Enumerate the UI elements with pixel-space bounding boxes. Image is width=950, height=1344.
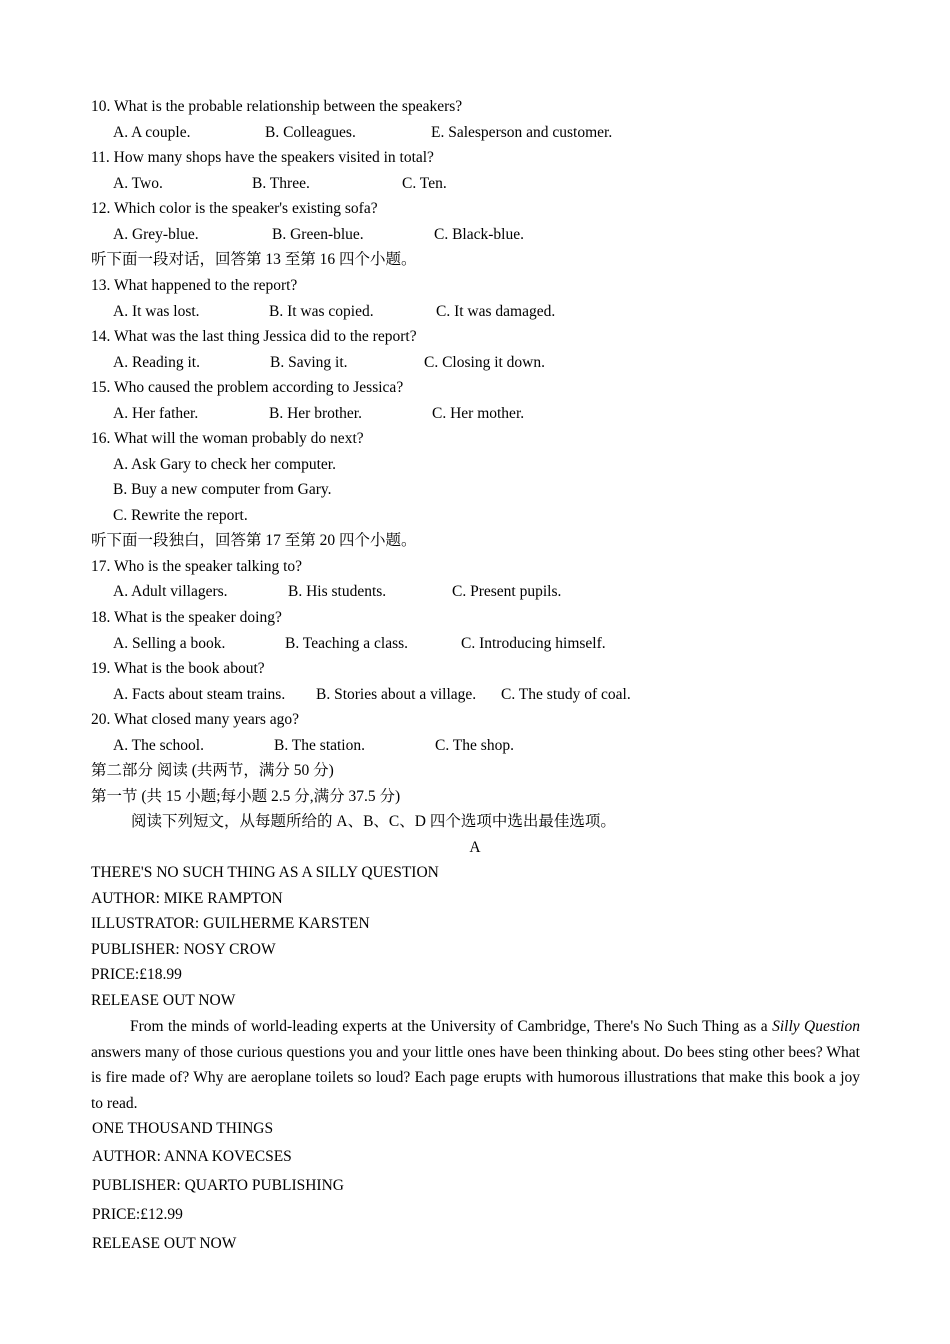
q16-option-b: B. Buy a new computer from Gary. xyxy=(113,481,332,498)
book2-price: PRICE:£12.99 xyxy=(92,1206,183,1223)
q15-option-a: A. Her father. xyxy=(113,405,199,422)
book1-release: RELEASE OUT NOW xyxy=(91,992,236,1009)
question-13: 13. What happened to the report? xyxy=(91,277,298,294)
q20-option-b: B. The station. xyxy=(274,737,365,754)
q16-option-c: C. Rewrite the report. xyxy=(113,507,248,524)
book1-description xyxy=(91,1014,860,1116)
passage-label: A xyxy=(469,839,481,856)
q19-option-c: C. The study of coal. xyxy=(501,686,631,703)
book1-desc-italic: Silly Question xyxy=(772,1018,860,1035)
q10-option-b: B. Colleagues. xyxy=(265,124,356,141)
q13-option-b: B. It was copied. xyxy=(269,303,374,320)
book2-author: AUTHOR: ANNA KOVECSES xyxy=(92,1148,292,1165)
q17-option-b: B. His students. xyxy=(288,583,387,600)
book1-desc-part1: From the minds of world-leading experts at the University of Cambridge, There's No Such Thing as a xyxy=(130,1018,773,1035)
q15-option-b: B. Her brother. xyxy=(269,405,362,422)
question-16: 16. What will the woman probably do next? xyxy=(91,430,364,447)
book1-title: THERE'S NO SUCH THING AS A SILLY QUESTION xyxy=(91,864,439,881)
question-12: 12. Which color is the speaker's existing sofa? xyxy=(91,200,378,217)
section-one-title: 第一节 (共 15 小题;每小题 2.5 分,满分 37.5 分) xyxy=(91,788,401,805)
q18-option-a: A. Selling a book. xyxy=(113,635,226,652)
part-two-title: 第二部分 阅读 (共两节，满分 50 分) xyxy=(91,762,334,779)
question-17: 17. Who is the speaker talking to? xyxy=(91,558,303,575)
q12-option-a: A. Grey-blue. xyxy=(113,226,199,243)
q12-option-c: C. Black-blue. xyxy=(434,226,524,243)
q18-option-b: B. Teaching a class. xyxy=(285,635,409,652)
book1-price: PRICE:£18.99 xyxy=(91,966,182,983)
q13-option-a: A. It was lost. xyxy=(113,303,200,320)
q11-option-a: A. Two. xyxy=(113,175,163,192)
book1-desc-part2: answers many of those curious questions you and your little ones have been thinking about. Do bees sting other bees? What is fire made of? Why are aeroplane toilets so loud? Each page erupts with humorous illustrations that make this book a joy to read. xyxy=(91,1043,860,1112)
q10-option-c: E. Salesperson and customer. xyxy=(431,124,613,141)
q19-option-b: B. Stories about a village. xyxy=(316,686,477,703)
book2-release: RELEASE OUT NOW xyxy=(92,1235,237,1252)
q20-option-a: A. The school. xyxy=(113,737,204,754)
book2-publisher: PUBLISHER: QUARTO PUBLISHING xyxy=(92,1177,344,1194)
question-11: 11. How many shops have the speakers visited in total? xyxy=(91,149,434,166)
book2-title: ONE THOUSAND THINGS xyxy=(92,1120,274,1137)
q16-option-a: A. Ask Gary to check her computer. xyxy=(113,456,336,473)
question-14: 14. What was the last thing Jessica did to the report? xyxy=(91,328,417,345)
question-15: 15. Who caused the problem according to Jessica? xyxy=(91,379,404,396)
question-19: 19. What is the book about? xyxy=(91,660,265,677)
book1-publisher: PUBLISHER: NOSY CROW xyxy=(91,941,276,958)
q10-option-a: A. A couple. xyxy=(113,124,191,141)
q14-option-a: A. Reading it. xyxy=(113,354,200,371)
q14-option-c: C. Closing it down. xyxy=(424,354,546,371)
q17-option-a: A. Adult villagers. xyxy=(113,583,228,600)
q11-option-b: B. Three. xyxy=(252,175,310,192)
question-20: 20. What closed many years ago? xyxy=(91,711,300,728)
q17-option-c: C. Present pupils. xyxy=(452,583,562,600)
q12-option-b: B. Green-blue. xyxy=(272,226,364,243)
q13-option-c: C. It was damaged. xyxy=(436,303,556,320)
reading-instruction: 阅读下列短文，从每题所给的 A、B、C、D 四个选项中选出最佳选项。 xyxy=(131,813,616,830)
question-18: 18. What is the speaker doing? xyxy=(91,609,282,626)
instruction-17-20: 听下面一段独白，回答第 17 至第 20 四个小题。 xyxy=(91,532,417,549)
q18-option-c: C. Introducing himself. xyxy=(461,635,606,652)
q11-option-c: C. Ten. xyxy=(402,175,447,192)
question-10: 10. What is the probable relationship between the speakers? xyxy=(91,98,463,115)
q14-option-b: B. Saving it. xyxy=(270,354,348,371)
q15-option-c: C. Her mother. xyxy=(432,405,525,422)
instruction-13-16: 听下面一段对话，回答第 13 至第 16 四个小题。 xyxy=(91,251,417,268)
q19-option-a: A. Facts about steam trains. xyxy=(113,686,286,703)
book1-illustrator: ILLUSTRATOR: GUILHERME KARSTEN xyxy=(91,915,370,932)
book1-author: AUTHOR: MIKE RAMPTON xyxy=(91,890,283,907)
q20-option-c: C. The shop. xyxy=(435,737,514,754)
